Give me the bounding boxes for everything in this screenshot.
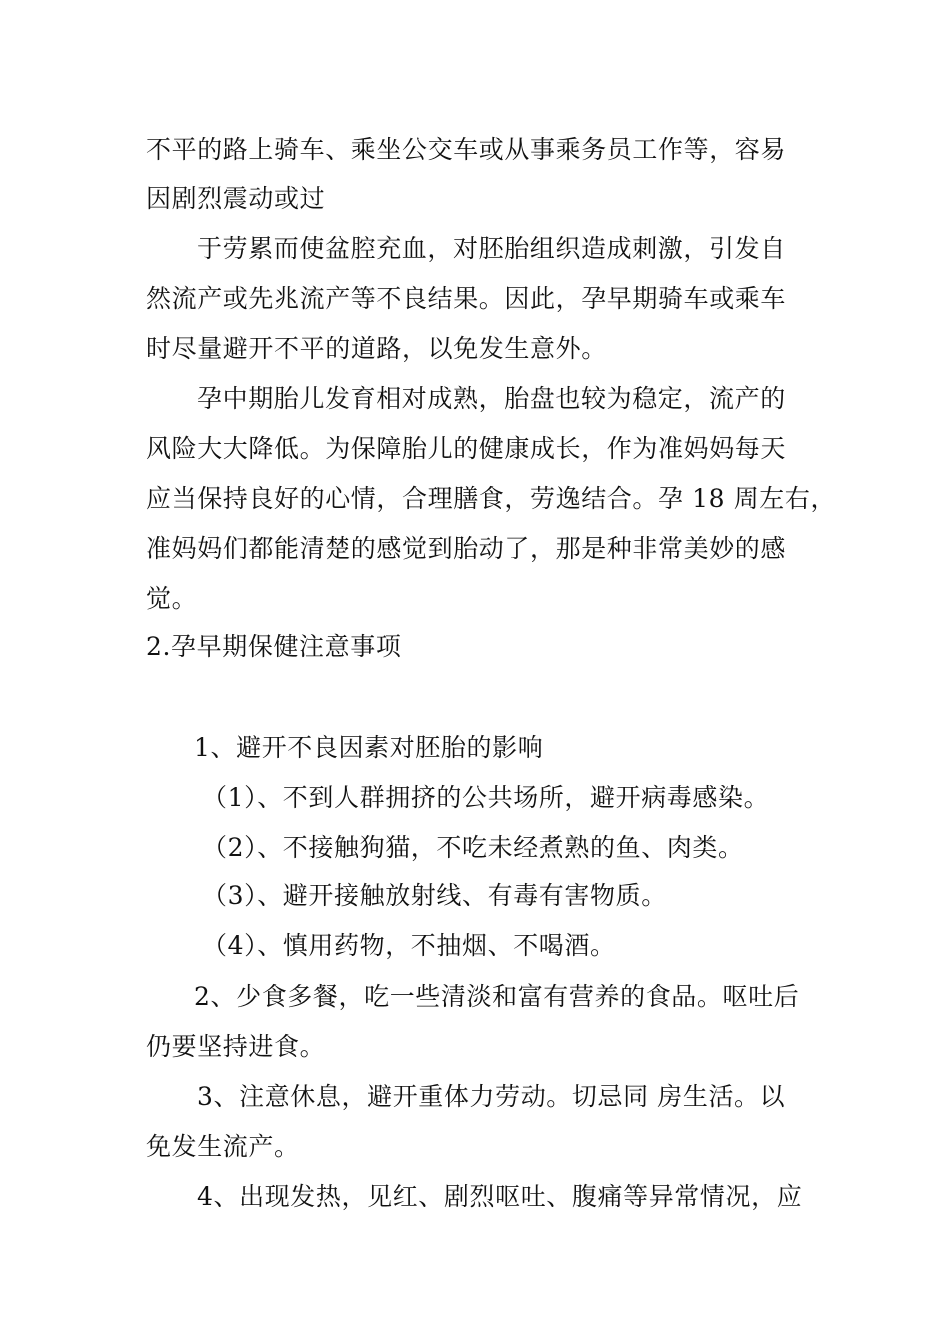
paragraph-line: 不平的路上骑车、乘坐公交车或从事乘务员工作等，容易	[146, 135, 787, 164]
paragraph-line: 风险大大降低。为保障胎儿的健康成长，作为准妈妈每天	[146, 434, 787, 463]
paragraph-line: 应当保持良好的心情，合理膳食，劳逸结合。孕 18 周左右，	[146, 484, 837, 513]
list-item: （1）、不到人群拥挤的公共场所，避开病毒感染。	[202, 783, 770, 812]
paragraph-line: 仍要坚持进食。	[146, 1032, 326, 1061]
paragraph-line: 然流产或先兆流产等不良结果。因此，孕早期骑车或乘车	[146, 284, 787, 313]
section-heading: 2.孕早期保健注意事项	[146, 632, 402, 661]
paragraph-line: 因剧烈震动或过	[146, 184, 326, 213]
paragraph-line: 孕中期胎儿发育相对成熟，胎盘也较为稳定，流产的	[197, 384, 786, 413]
paragraph-line: 于劳累而使盆腔充血，对胚胎组织造成刺激，引发自	[197, 234, 786, 263]
paragraph-line: 觉。	[146, 584, 198, 613]
paragraph-line: 时尽量避开不平的道路，以免发生意外。	[146, 334, 607, 363]
paragraph-line: 免发生流产。	[146, 1132, 300, 1161]
list-item: 3、注意休息，避开重体力劳动。切忌同 房生活。以	[197, 1082, 786, 1111]
list-item: （4）、慎用药物，不抽烟、不喝酒。	[202, 931, 616, 960]
list-item: （2）、不接触狗猫，不吃未经煮熟的鱼、肉类。	[202, 833, 744, 862]
list-item: （3）、避开接触放射线、有毒有害物质。	[202, 881, 667, 910]
paragraph-line: 准妈妈们都能清楚的感觉到胎动了，那是种非常美妙的感	[146, 534, 787, 563]
list-item: 4、出现发热，见红、剧烈呕吐、腹痛等异常情况，应	[197, 1182, 803, 1211]
list-item: 2、少食多餐，吃一些清淡和富有营养的食品。呕吐后	[194, 982, 800, 1011]
list-item: 1、避开不良因素对胚胎的影响	[194, 733, 544, 762]
